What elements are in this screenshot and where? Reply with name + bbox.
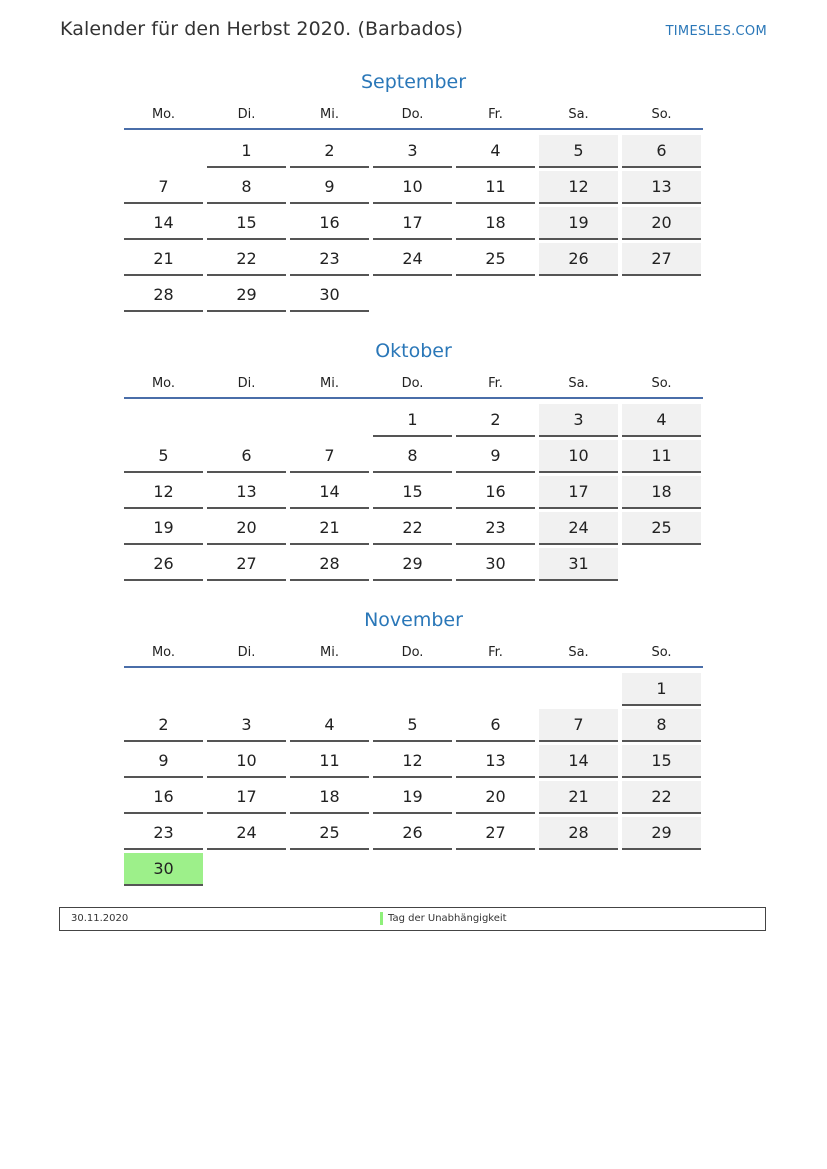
- day-cell: 19: [373, 781, 452, 814]
- day-cell: 12: [539, 171, 618, 204]
- weekday-label: Fr.: [488, 376, 503, 391]
- month-september: [124, 68, 703, 314]
- day-cell: 16: [290, 207, 369, 240]
- empty-day-cell: [290, 404, 369, 435]
- day-cell: 14: [539, 745, 618, 778]
- weekday-label: Mo.: [151, 376, 176, 391]
- day-cell: 8: [373, 440, 452, 473]
- day-cell: 15: [207, 207, 286, 240]
- day-cell: 4: [290, 709, 369, 742]
- day-cell: 22: [622, 781, 701, 814]
- holiday-day-cell: 30: [124, 853, 203, 886]
- weekday-header: [124, 644, 703, 666]
- day-cell: 3: [539, 404, 618, 437]
- weekday-label: Sa.: [568, 376, 589, 391]
- weekday-label: Di.: [237, 376, 256, 391]
- day-cell: 20: [456, 781, 535, 814]
- empty-day-cell: [539, 673, 618, 704]
- month-title: Oktober: [375, 340, 452, 362]
- day-cell: 30: [456, 548, 535, 581]
- day-cell: 9: [290, 171, 369, 204]
- day-cell: 9: [456, 440, 535, 473]
- weekday-label: So.: [651, 376, 672, 391]
- day-cell: 24: [539, 512, 618, 545]
- day-cell: 11: [456, 171, 535, 204]
- day-cell: 12: [124, 476, 203, 509]
- day-cell: 7: [290, 440, 369, 473]
- weekday-label: Di.: [237, 645, 256, 660]
- day-cell: 23: [290, 243, 369, 276]
- day-cell: 27: [207, 548, 286, 581]
- day-cell: 16: [456, 476, 535, 509]
- day-grid: [124, 672, 703, 888]
- day-cell: 8: [622, 709, 701, 742]
- day-cell: 7: [124, 171, 203, 204]
- day-cell: 27: [622, 243, 701, 276]
- day-cell: 4: [622, 404, 701, 437]
- day-cell: 19: [539, 207, 618, 240]
- weekday-label: Mi.: [320, 107, 339, 122]
- day-cell: 1: [622, 673, 701, 706]
- day-cell: 20: [622, 207, 701, 240]
- day-cell: 2: [124, 709, 203, 742]
- day-cell: 18: [290, 781, 369, 814]
- day-cell: 3: [207, 709, 286, 742]
- day-grid: [124, 403, 703, 583]
- day-cell: 7: [539, 709, 618, 742]
- day-cell: 12: [373, 745, 452, 778]
- weekday-label: Fr.: [488, 107, 503, 122]
- weekday-label: Do.: [401, 376, 424, 391]
- month-title: November: [364, 609, 463, 631]
- day-cell: 14: [124, 207, 203, 240]
- day-cell: 15: [373, 476, 452, 509]
- weekday-label: Mo.: [151, 107, 176, 122]
- day-cell: 15: [622, 745, 701, 778]
- day-cell: 6: [207, 440, 286, 473]
- day-cell: 3: [373, 135, 452, 168]
- day-cell: 11: [290, 745, 369, 778]
- holiday-date: 30.11.2020: [71, 913, 129, 924]
- brand-link[interactable]: TIMESLES.COM: [665, 24, 767, 39]
- day-cell: 1: [207, 135, 286, 168]
- weekday-label: Do.: [401, 107, 424, 122]
- day-cell: 5: [373, 709, 452, 742]
- month-november: [124, 606, 703, 888]
- day-cell: 21: [124, 243, 203, 276]
- weekday-label: Fr.: [488, 645, 503, 660]
- holiday-name: Tag der Unabhängigkeit: [388, 913, 507, 924]
- day-cell: 29: [622, 817, 701, 850]
- month-oktober: [124, 337, 703, 583]
- weekday-label: Mi.: [320, 645, 339, 660]
- day-cell: 6: [456, 709, 535, 742]
- weekday-label: So.: [651, 107, 672, 122]
- weekday-label: Do.: [401, 645, 424, 660]
- day-cell: 25: [290, 817, 369, 850]
- day-cell: 31: [539, 548, 618, 581]
- page-title: Kalender für den Herbst 2020. (Barbados): [60, 18, 464, 40]
- day-cell: 27: [456, 817, 535, 850]
- day-cell: 8: [207, 171, 286, 204]
- day-grid: [124, 134, 703, 314]
- day-cell: 18: [456, 207, 535, 240]
- month-title: September: [360, 71, 467, 93]
- day-cell: 22: [207, 243, 286, 276]
- day-cell: 29: [207, 279, 286, 312]
- weekday-label: Sa.: [568, 645, 589, 660]
- day-cell: 1: [373, 404, 452, 437]
- day-cell: 17: [539, 476, 618, 509]
- empty-day-cell: [373, 673, 452, 704]
- holiday-legend: [59, 907, 766, 931]
- weekday-label: Mo.: [151, 645, 176, 660]
- day-cell: 24: [373, 243, 452, 276]
- day-cell: 28: [290, 548, 369, 581]
- day-cell: 10: [207, 745, 286, 778]
- day-cell: 17: [373, 207, 452, 240]
- day-cell: 29: [373, 548, 452, 581]
- day-cell: 20: [207, 512, 286, 545]
- weekday-header: [124, 106, 703, 128]
- day-cell: 2: [290, 135, 369, 168]
- weekday-header: [124, 375, 703, 397]
- day-cell: 10: [539, 440, 618, 473]
- day-cell: 25: [456, 243, 535, 276]
- day-cell: 26: [124, 548, 203, 581]
- weekday-label: Sa.: [568, 107, 589, 122]
- weekday-label: Di.: [237, 107, 256, 122]
- day-cell: 13: [207, 476, 286, 509]
- empty-day-cell: [207, 673, 286, 704]
- weekday-label: Mi.: [320, 376, 339, 391]
- day-cell: 4: [456, 135, 535, 168]
- day-cell: 24: [207, 817, 286, 850]
- day-cell: 10: [373, 171, 452, 204]
- day-cell: 6: [622, 135, 701, 168]
- empty-day-cell: [290, 673, 369, 704]
- empty-day-cell: [124, 135, 203, 166]
- day-cell: 23: [124, 817, 203, 850]
- day-cell: 30: [290, 279, 369, 312]
- day-cell: 9: [124, 745, 203, 778]
- day-cell: 16: [124, 781, 203, 814]
- empty-day-cell: [124, 673, 203, 704]
- header-rule: [124, 666, 703, 668]
- day-cell: 13: [456, 745, 535, 778]
- day-cell: 28: [124, 279, 203, 312]
- weekday-label: So.: [651, 645, 672, 660]
- day-cell: 13: [622, 171, 701, 204]
- empty-day-cell: [124, 404, 203, 435]
- holiday-color-marker: [380, 912, 383, 925]
- day-cell: 5: [539, 135, 618, 168]
- header-rule: [124, 397, 703, 399]
- day-cell: 17: [207, 781, 286, 814]
- day-cell: 26: [373, 817, 452, 850]
- day-cell: 11: [622, 440, 701, 473]
- header-rule: [124, 128, 703, 130]
- day-cell: 21: [539, 781, 618, 814]
- day-cell: 14: [290, 476, 369, 509]
- day-cell: 22: [373, 512, 452, 545]
- day-cell: 28: [539, 817, 618, 850]
- day-cell: 21: [290, 512, 369, 545]
- empty-day-cell: [456, 673, 535, 704]
- day-cell: 18: [622, 476, 701, 509]
- day-cell: 23: [456, 512, 535, 545]
- day-cell: 26: [539, 243, 618, 276]
- day-cell: 2: [456, 404, 535, 437]
- empty-day-cell: [207, 404, 286, 435]
- day-cell: 5: [124, 440, 203, 473]
- day-cell: 19: [124, 512, 203, 545]
- day-cell: 25: [622, 512, 701, 545]
